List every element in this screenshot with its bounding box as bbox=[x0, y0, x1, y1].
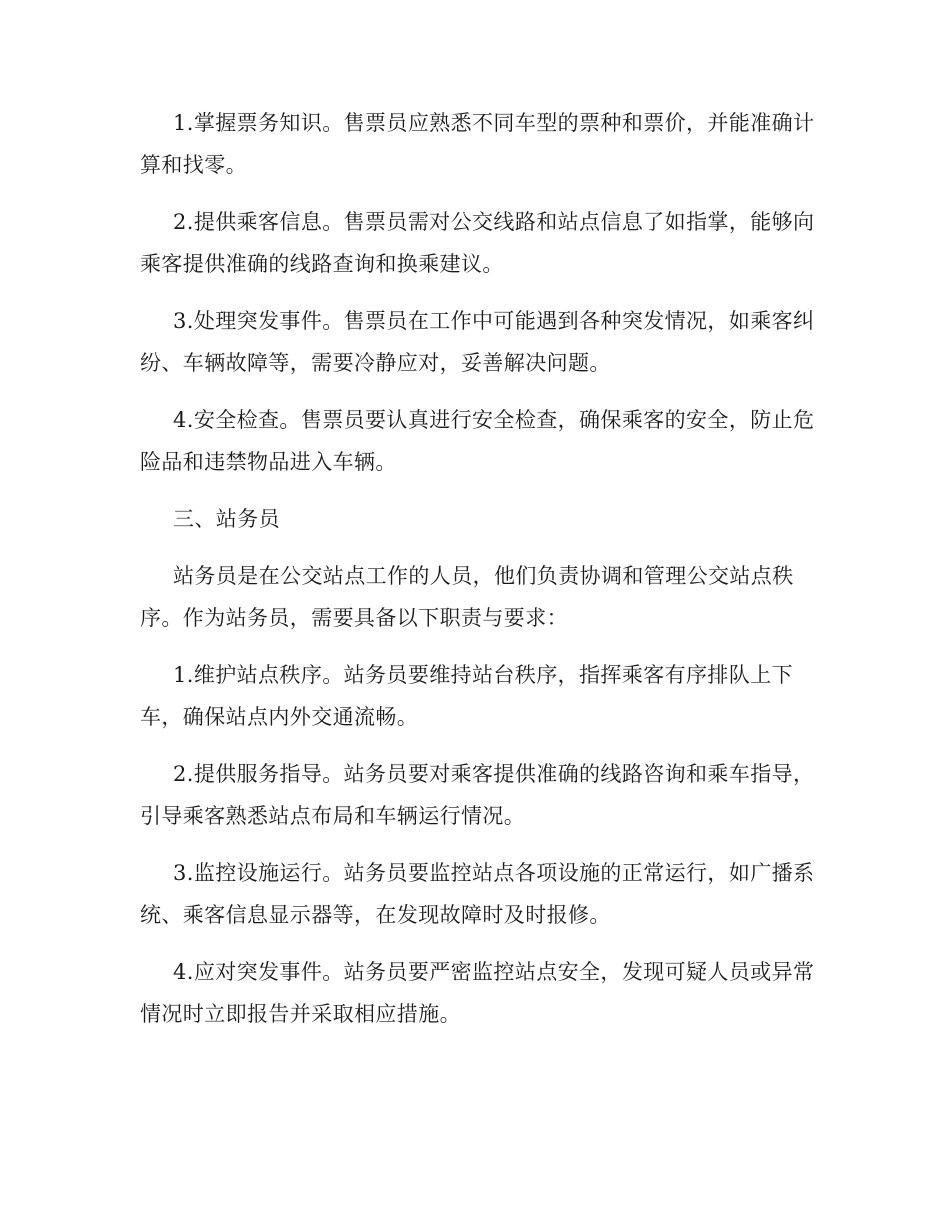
paragraph-passenger-info: 2.提供乘客信息。售票员需对公交线路和站点信息了如指掌，能够向乘客提供准确的线路查询和换乘建议。 bbox=[140, 210, 815, 276]
paragraph-station-staff-intro: 站务员是在公交站点工作的人员，他们负责协调和管理公交站点秩序。作为站务员，需要具备以下职责与要求： bbox=[140, 564, 794, 630]
document-body bbox=[140, 102, 820, 1050]
paragraph-maintain-order: 1.维护站点秩序。站务员要维持站台秩序，指挥乘客有序排队上下车，确保站点内外交通流畅。 bbox=[140, 663, 794, 729]
section-heading-station-staff: 三、站务员 bbox=[173, 507, 280, 531]
paragraph-safety-check: 4.安全检查。售票员要认真进行安全检查，确保乘客的安全，防止危险品和违禁物品进入车辆。 bbox=[140, 408, 815, 474]
paragraph-emergency-response: 4.应对突发事件。站务员要严密监控站点安全，发现可疑人员或异常情况时立即报告并采取相应措施。 bbox=[140, 960, 815, 1026]
paragraph-facility-monitoring: 3.监控设施运行。站务员要监控站点各项设施的正常运行，如广播系统、乘客信息显示器等，在发现故障时及时报修。 bbox=[140, 861, 815, 927]
paragraph-ticket-knowledge: 1.掌握票务知识。售票员应熟悉不同车型的票种和票价，并能准确计算和找零。 bbox=[140, 111, 815, 177]
paragraph-emergency-handling: 3.处理突发事件。售票员在工作中可能遇到各种突发情况，如乘客纠纷、车辆故障等，需要冷静应对，妥善解决问题。 bbox=[140, 309, 815, 375]
paragraph-service-guidance: 2.提供服务指导。站务员要对乘客提供准确的线路咨询和乘车指导，引导乘客熟悉站点布局和车辆运行情况。 bbox=[140, 762, 815, 828]
